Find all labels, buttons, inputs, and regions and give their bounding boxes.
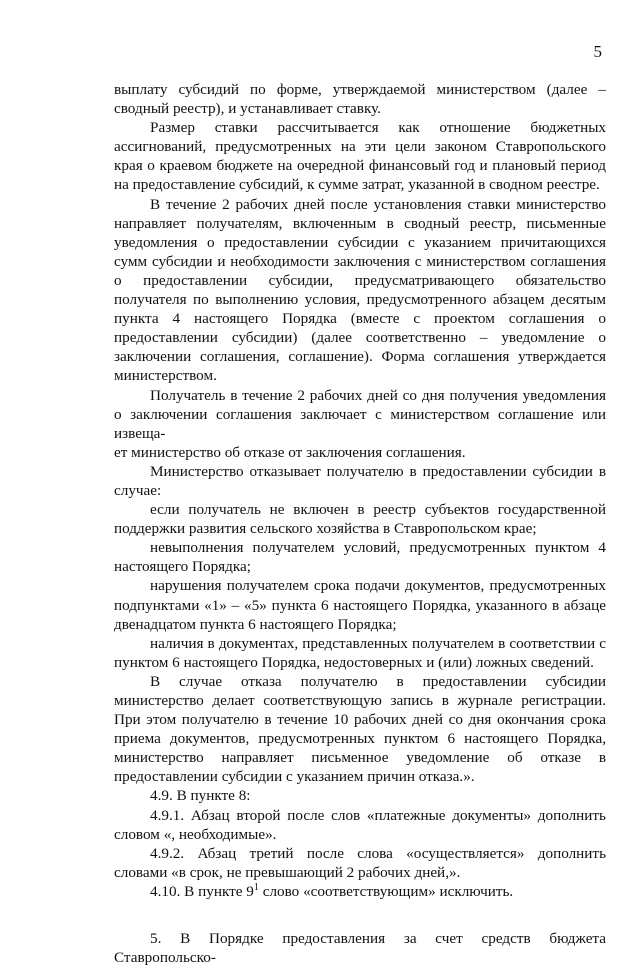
paragraph-14: 4.9.2. Абзац третий после слова «осуществляется» дополнить словами «в срок, не превышающий 2 рабочих дней,». xyxy=(114,844,606,881)
paragraph-7: если получатель не включен в реестр субъектов государственной поддержки развития сельского хозяйства в Ставропольском крае; xyxy=(114,501,606,538)
item-4-10-tail: слово «соответствующим» исключить. xyxy=(258,882,514,900)
paragraph-last: 5. В Порядке предоставления за счет средств бюджета Ставропольско- xyxy=(114,930,606,967)
paragraph-9: нарушения получателем срока подачи документов, предусмотренных подпунктами «1» – «5» пункта 6 настоящего Порядка, указанного в абзаце двенадцатом пункта 6 настоящего Порядка; xyxy=(114,577,606,633)
page-number: 5 xyxy=(593,42,602,61)
paragraph-6: Министерство отказывает получателю в предоставлении субсидии в случае: xyxy=(114,462,606,499)
paragraph-item-4-10 xyxy=(114,882,606,901)
paragraph-2: Размер ставки рассчитывается как отношение бюджетных ассигнований, предусмотренных на эти цели законом Ставропольского края о краевом бюджете на очередной финансовый год и плановый период на предоставление субсидий, к сумме затрат, указанной в сводном реестре. xyxy=(114,119,606,194)
paragraph-13: 4.9.1. Абзац второй после слов «платежные документы» дополнить словом «, необходимые». xyxy=(114,806,606,843)
paragraph-10: наличия в документах, представленных получателем в соответствии с пунктом 6 настоящего Порядка, недостоверных и (или) ложных сведений. xyxy=(114,634,606,671)
item-4-10-lead: 4.10. В пункте 9 xyxy=(150,882,254,900)
document-body xyxy=(114,80,606,967)
paragraph-11: В случае отказа получателю в предоставлении субсидии министерство делает соответствующую запись в журнале регистрации. При этом получателю в течение 10 рабочих дней со дня окончания срока приема документов, предусмотренных пунктом 6 настоящего Порядка, министерство направляет письменное уведомление об отказе в предоставлении субсидии с указанием причин отказа.». xyxy=(114,672,606,786)
paragraph-4: Получатель в течение 2 рабочих дней со дня получения уведомления о заключении соглашения заключает с министерством соглашение или извеща- xyxy=(114,386,606,442)
paragraph-3: В течение 2 рабочих дней после установления ставки министерство направляет получателям, включенным в сводный реестр, письменные уведомления о предоставлении субсидии с указанием причитающихся сумм субсидии и необходимости заключения с министерством соглашения о предоставлении субсидии, предусматривающего обязательство получателя по выполнению условия, предусмотренного абзацем десятым пункта 4 настоящего Порядка (вместе с проектом соглашения о предоставлении субсидии) (далее соответственно – уведомление о заключении соглашения, соглашение). Форма соглашения утверждается министерством. xyxy=(114,195,606,385)
paragraph-8: невыполнения получателем условий, предусмотренных пунктом 4 настоящего Порядка; xyxy=(114,539,606,576)
paragraph-5: ет министерство об отказе от заключения соглашения. xyxy=(114,443,466,461)
item-4-10-superscript: 1 xyxy=(253,881,259,893)
paragraph-1: выплату субсидий по форме, утверждаемой министерством (далее – сводный реестр), и устанавливает ставку. xyxy=(114,81,606,118)
paragraph-12: 4.9. В пункте 8: xyxy=(150,787,251,805)
